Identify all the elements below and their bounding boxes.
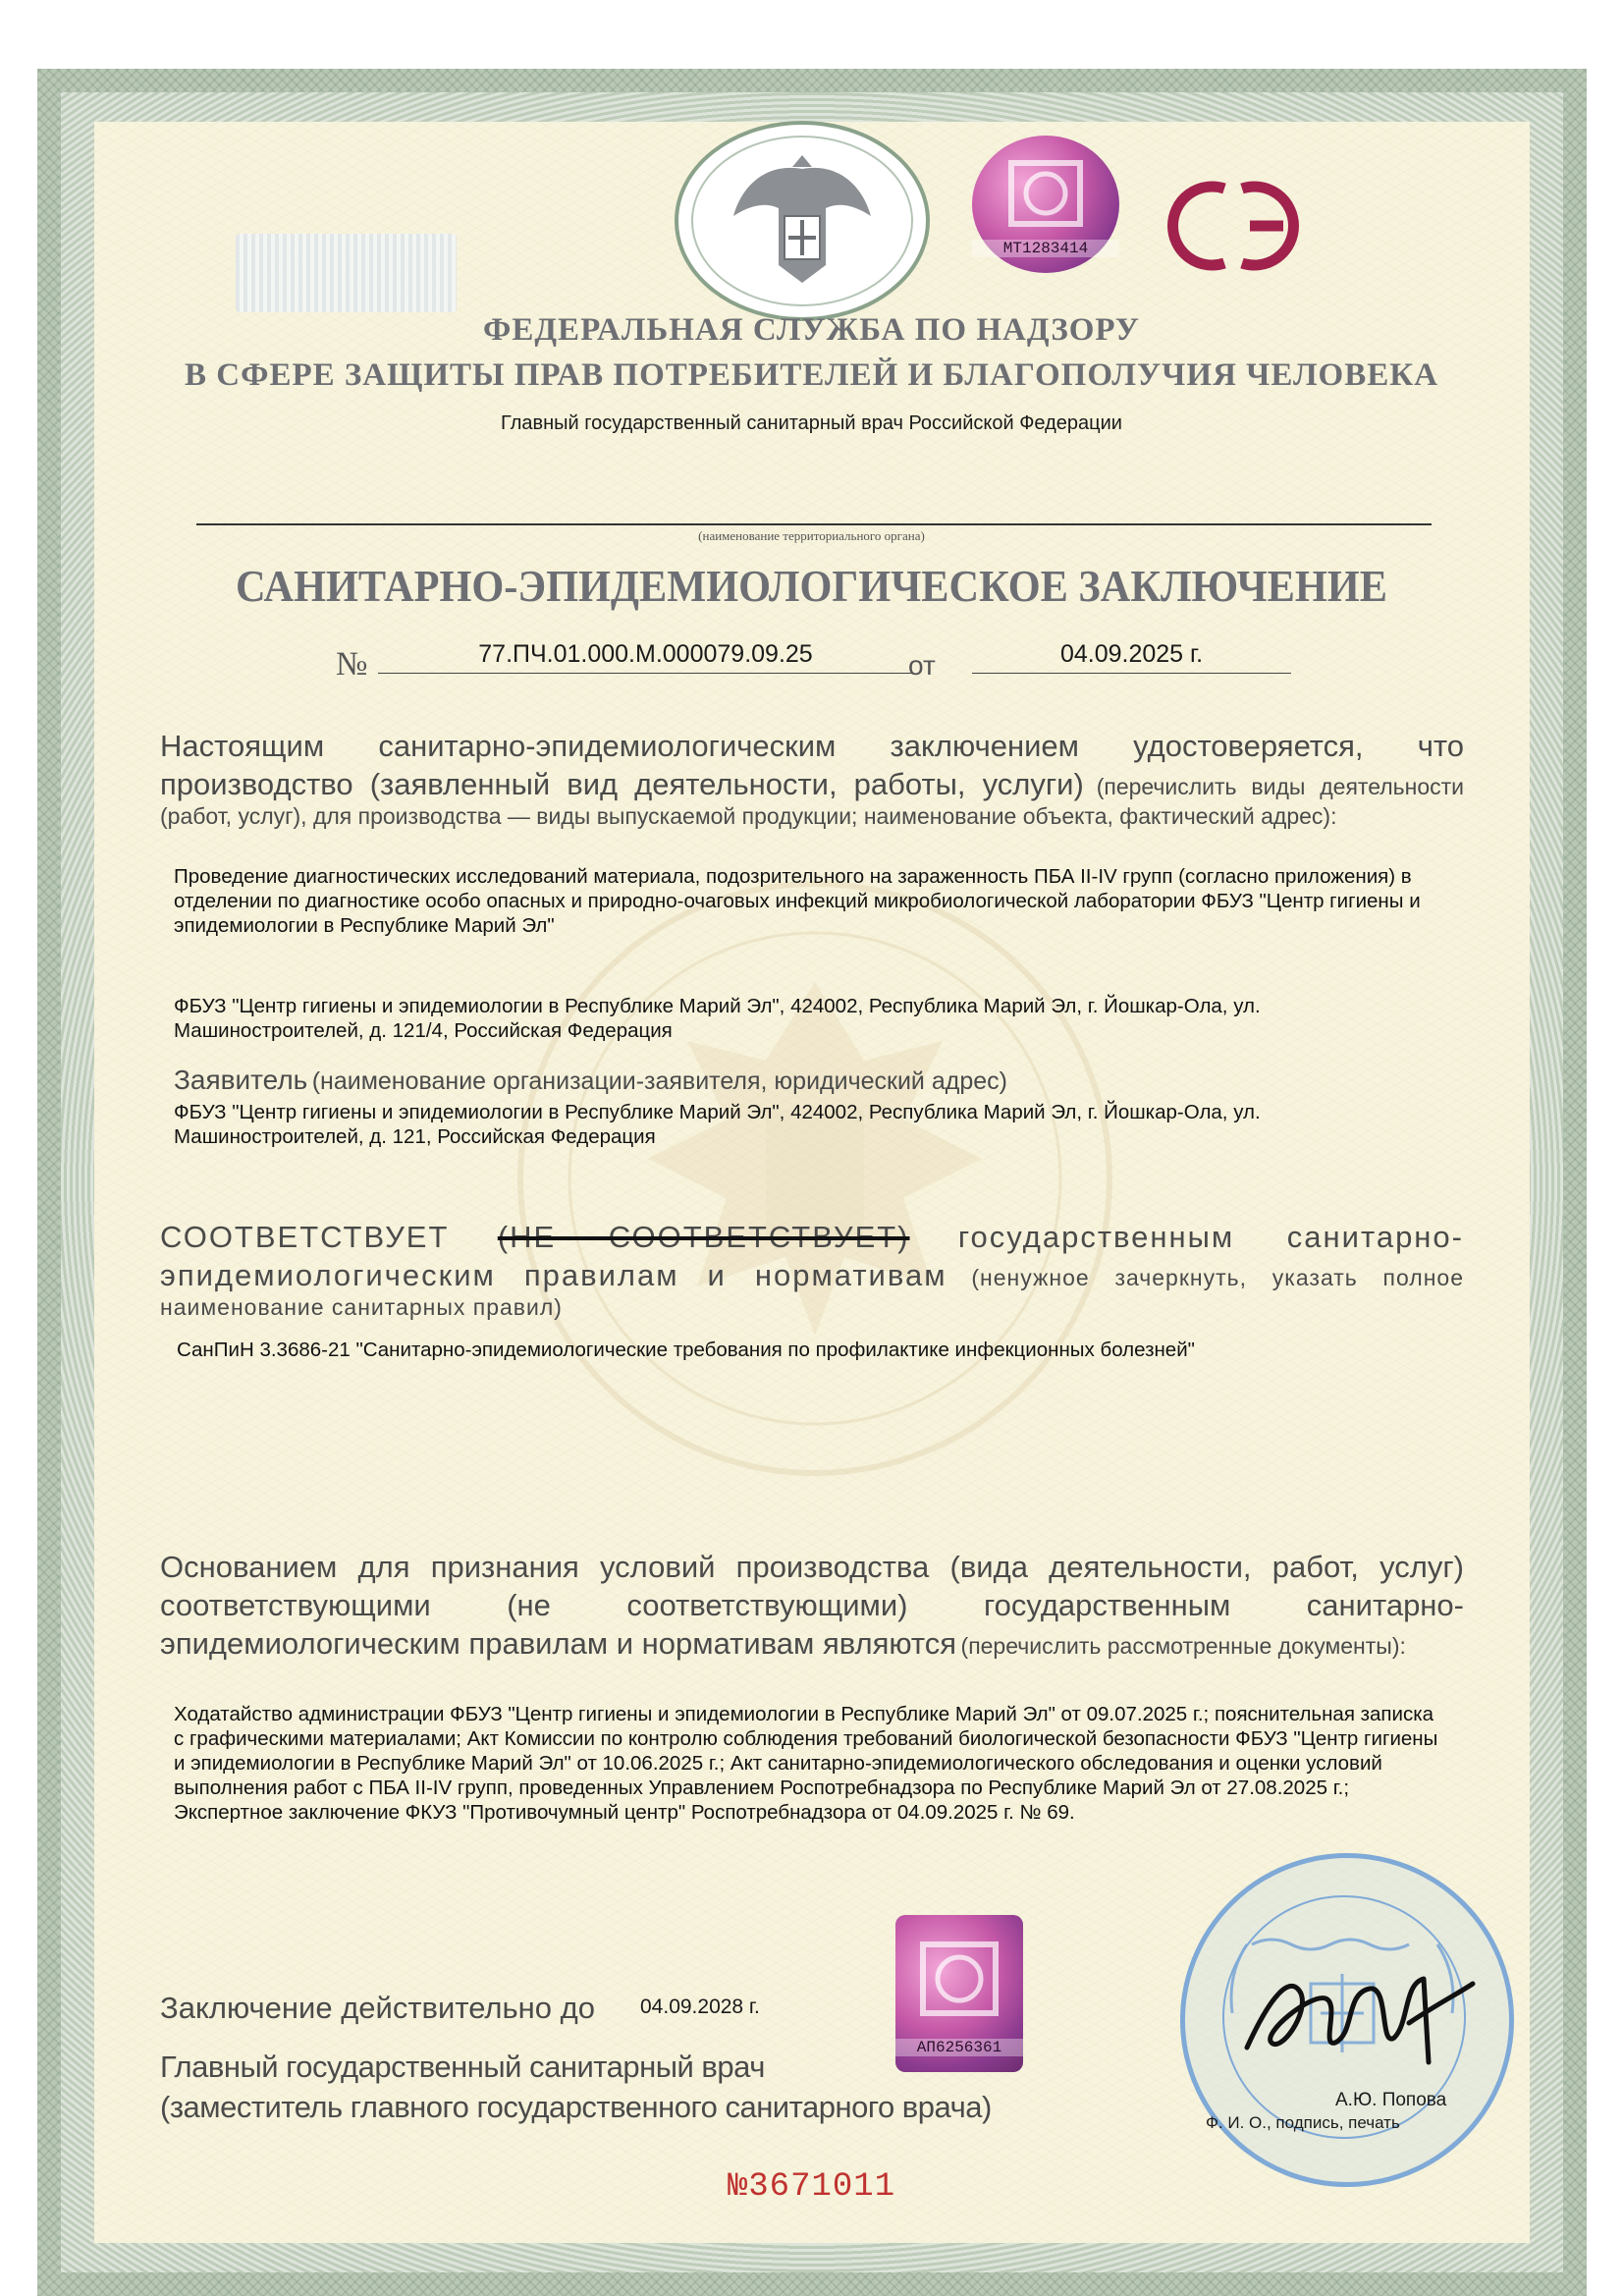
hologram-sticker-top bbox=[972, 136, 1119, 273]
compliance-rest: государственным санитарно-эпидемиологическим правилам и нормативам bbox=[160, 1220, 1464, 1292]
activity-text: Проведение диагностических исследований материала, подозрительного на зараженность ПБА II-IV групп (согласно приложения) в отделении по диагностике особо опасных и природно-очаговых инфекций микробиологической лаборатории ФБУЗ "Центр гигиены и эпидемиологии в Республике Марий Эл" bbox=[174, 865, 1421, 937]
applicant-heading bbox=[174, 1061, 1478, 1099]
valid-until-label: Заключение действительно до bbox=[160, 1991, 595, 2025]
signature-caption: Ф. И. О., подпись, печать bbox=[1206, 2113, 1400, 2132]
document-number: 77.ПЧ.01.000.М.000079.09.25 bbox=[378, 640, 913, 674]
chief-doctor-line2: (заместитель главного государственного санитарного врача) bbox=[160, 2090, 992, 2124]
territorial-body-line bbox=[196, 523, 1432, 525]
hologram-top-code: МТ1283414 bbox=[972, 240, 1119, 257]
document-title: САНИТАРНО-ЭПИДЕМИОЛОГИЧЕСКОЕ ЗАКЛЮЧЕНИЕ bbox=[236, 561, 1387, 611]
signer-name: А.Ю. Попова bbox=[1335, 2090, 1447, 2110]
activity-address: ФБУЗ "Центр гигиены и эпидемиологии в Республике Марий Эл", 424002, Республика Марий Эл, г. Йошкар-Ола, ул. Машиностроителей, д. 121/4, Российская Федерация bbox=[174, 995, 1261, 1042]
compliance-note: (ненужное зачеркнуть, указать полное наименование санитарных правил) bbox=[160, 1265, 1464, 1320]
state-emblem-icon bbox=[673, 118, 933, 324]
handwritten-signature-icon bbox=[1232, 1954, 1478, 2082]
activity-intro bbox=[160, 727, 1464, 830]
se-mark-icon bbox=[1163, 167, 1311, 285]
territorial-body-caption: (наименование территориального органа) bbox=[698, 528, 925, 543]
agency-subtitle: Главный государственный санитарный врач Российской Федерации bbox=[501, 412, 1122, 434]
basis-intro-note: (перечислить рассмотренные документы): bbox=[960, 1633, 1406, 1659]
hologram-bottom-code: АП6256361 bbox=[895, 2039, 1023, 2056]
chief-doctor-line1: Главный государственный санитарный врач bbox=[160, 2050, 765, 2084]
blank-serial-number: №3671011 bbox=[727, 2168, 896, 2206]
applicant-note: (наименование организации-заявителя, юридический адрес) bbox=[311, 1067, 1007, 1095]
complies-word: СООТВЕТСТВУЕТ bbox=[160, 1220, 450, 1254]
basis-intro-main: Основанием для признания условий производства (вида деятельности, работ, услуг) соответствующими (не соответствующими) государственным санитарно-эпидемиологическим правилам и нормативам являются bbox=[160, 1550, 1464, 1661]
applicant-text: ФБУЗ "Центр гигиены и эпидемиологии в Республике Марий Эл", 424002, Республика Марий Эл, г. Йошкар-Ола, ул. Машиностроителей, д. 121, Российская Федерация bbox=[174, 1101, 1261, 1148]
hologram-sticker-bottom bbox=[895, 1915, 1023, 2072]
watermark-emblem-icon bbox=[471, 864, 1159, 1493]
activity-intro-note: (перечислить виды деятельности (работ, услуг), для производства — виды выпускаемой продукции; наименование объекта, фактический адрес): bbox=[160, 774, 1464, 829]
basis-documents-text: Ходатайство администрации ФБУЗ "Центр гигиены и эпидемиологии в Республике Марий Эл" от 09.07.2025 г.; пояснительная записка с графическими материалами; Акт Комиссии по контролю соблюдения требований биологической безопасности ФБУЗ "Центр гигиены и эпидемиологии в Республике Марий Эл" от 10.06.2025 г.; Акт санитарно-эпидемиологического обследования и оценки условий выполнения работ с ПБА II-IV групп, проведенных Управлением Роспотребнадзора по Республике Марий Эл от 27.08.2025 г.; Экспертное заключение ФКУЗ "Противочумный центр" Роспотребнадзора от 04.09.2025 г. № 69. bbox=[174, 1703, 1438, 1824]
document-date: 04.09.2025 г. bbox=[972, 640, 1291, 674]
agency-title-line1: ФЕДЕРАЛЬНАЯ СЛУЖБА ПО НАДЗОРУ bbox=[483, 312, 1140, 348]
activity-intro-main: Настоящим санитарно-эпидемиологическим заключением удостоверяется, что производство (заявленный вид деятельности, работы, услуги) bbox=[160, 729, 1464, 801]
basis-intro bbox=[160, 1548, 1464, 1663]
number-sign: № bbox=[336, 646, 368, 683]
not-complies-struck: (НЕ СООТВЕТСТВУЕТ) bbox=[497, 1220, 910, 1254]
valid-until-date: 04.09.2028 г. bbox=[640, 1995, 760, 2018]
applicant-label: Заявитель bbox=[174, 1065, 308, 1095]
compliance-statement bbox=[160, 1218, 1464, 1321]
sanitary-rules-text: СанПиН 3.3686-21 "Санитарно-эпидемиологические требования по профилактике инфекционных болезней" bbox=[177, 1339, 1195, 1361]
agency-title-line2: В СФЕРЕ ЗАЩИТЫ ПРАВ ПОТРЕБИТЕЛЕЙ И БЛАГОПОЛУЧИЯ ЧЕЛОВЕКА bbox=[185, 357, 1438, 393]
date-from-label: от bbox=[908, 650, 936, 681]
security-stripe bbox=[236, 234, 457, 312]
